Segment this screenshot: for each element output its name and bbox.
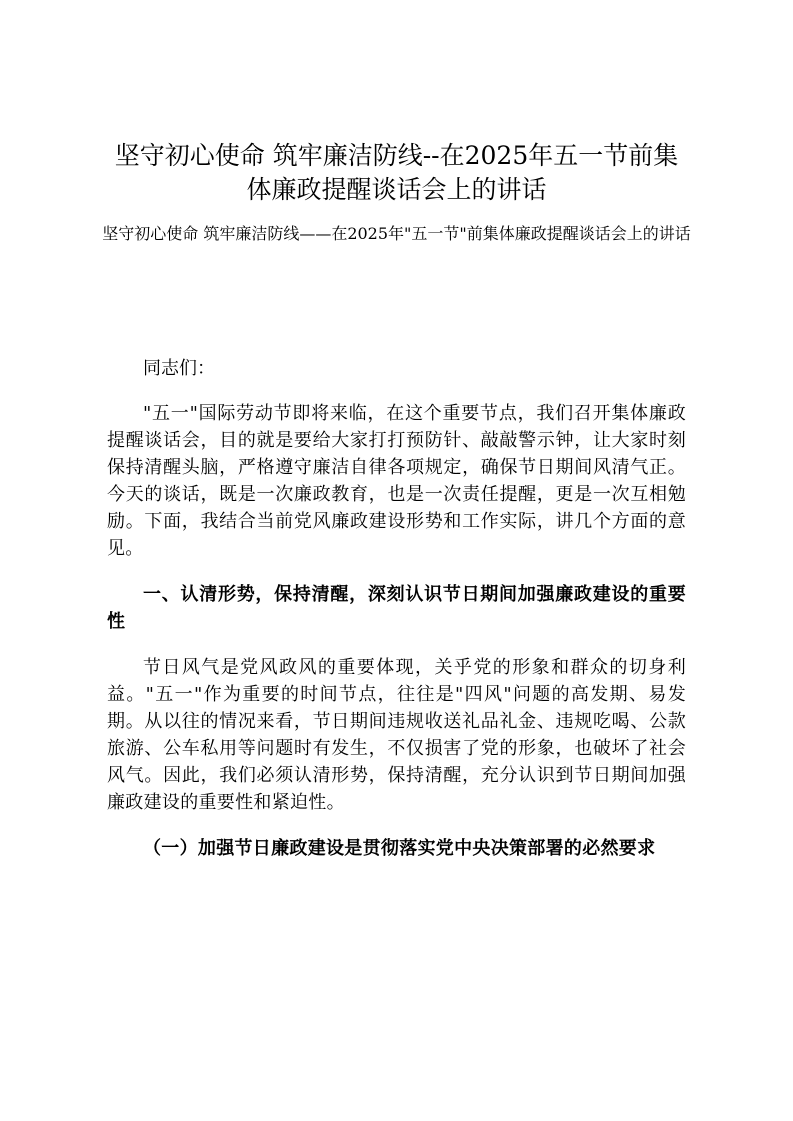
document-title: 坚守初心使命 筑牢廉洁防线--在2025年五一节前集体廉政提醒谈话会上的讲话 <box>114 141 679 204</box>
subsection-1-heading: （一）加强节日廉政建设是贯彻落实党中央决策部署的必然要求 <box>143 838 656 859</box>
document-subtitle: 坚守初心使命 筑牢廉洁防线——在2025年"五一节"前集体廉政提醒谈话会上的讲话 <box>102 224 691 243</box>
section-1-paragraph: 节日风气是党风政风的重要体现，关乎党的形象和群众的切身利益。"五一"作为重要的时间节点，往往是"四风"问题的高发期、易发期。从以往的情况来看，节日期间违规收送礼品礼金、违规吃喝、公款旅游、公车私用等问题时有发生，不仅损害了党的形象，也破坏了社会风气。因此，我们必须认清形势，保持清醒，充分认识到节日期间加强廉政建设的重要性和紧迫性。 <box>107 657 686 813</box>
intro-paragraph: "五一"国际劳动节即将来临，在这个重要节点，我们召开集体廉政提醒谈话会，目的就是要给大家打打预防针、敲敲警示钟，让大家时刻保持清醒头脑，严格遵守廉洁自律各项规定，确保节日期间风清气正。今天的谈话，既是一次廉政教育，也是一次责任提醒，更是一次互相勉励。下面，我结合当前党风廉政建设形势和工作实际，讲几个方面的意见。 <box>107 403 686 559</box>
section-1-heading: 一、认清形势，保持清醒，深刻认识节日期间加强廉政建设的重要性 <box>107 584 686 632</box>
salutation: 同志们： <box>143 358 215 379</box>
